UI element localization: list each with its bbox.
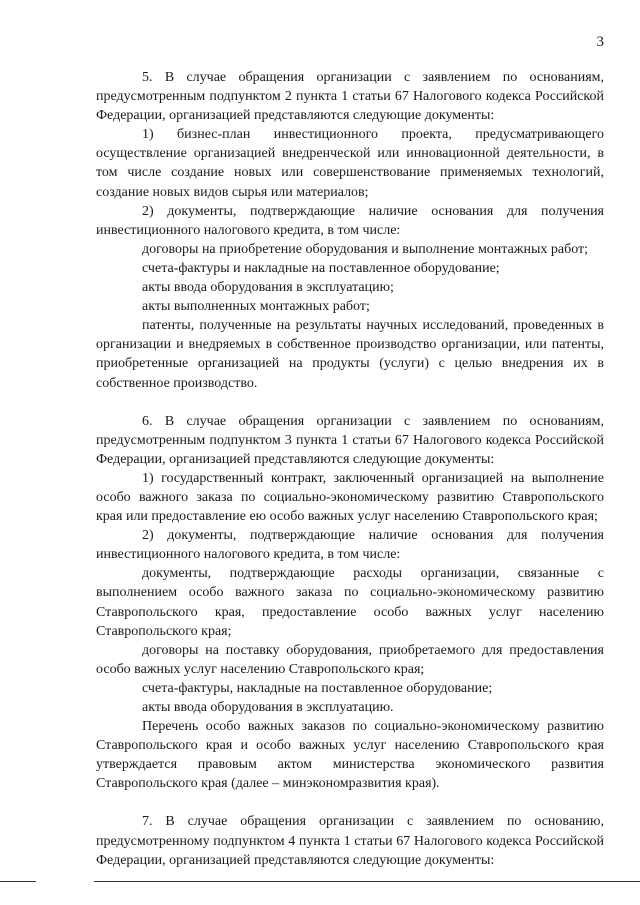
paragraph-5-commissioning-acts: акты ввода оборудования в эксплуатацию; (142, 280, 394, 296)
paragraph-5-patents: патенты, полученные на результаты научных исследований, проведенных в организации и внедряемых в собственное производство организации, или патенты, приобретенные организацией на продукты (услуги) с целью внедрения их в собственное производство. (96, 318, 604, 391)
paragraph-5-item-2: 2) документы, подтверждающие наличие основания для получения инвестиционного налогового кредита, в том числе: (96, 203, 604, 238)
paragraph-7: 7. В случае обращения организации с заявлением по основанию, предусмотренному подпунктом 4 пункта 1 статьи 67 Налогового кодекса Российской Федерации, организацией представляются следующие документы: (96, 814, 604, 868)
paragraph-6-expense-documents: документы, подтверждающие расходы организации, связанные с выполнением особо важного заказа по социально-экономическому развитию Ставропольского края, предоставление особо важных услуг населению Ставропольского края; (96, 566, 604, 639)
footer-rule-right (94, 881, 640, 882)
document-body (96, 68, 604, 870)
paragraph-6-item-1: 1) государственный контракт, заключенный организацией на выполнение особо важного заказа по социально-экономическому развитию Ставропольского края или предоставление ею особо важных услуг населению Ставропольского края; (96, 470, 604, 525)
paragraph-5-invoices: счета-фактуры и накладные на поставленное оборудование; (142, 260, 500, 276)
paragraph-6-supply-contracts: договоры на поставку оборудования, приобретаемого для предоставления особо важных услуг населению Ставропольского края; (96, 642, 604, 677)
paragraph-5-contracts: договоры на приобретение оборудования и выполнение монтажных работ; (142, 241, 589, 257)
paragraph-5-item-1: 1) бизнес-план инвестиционного проекта, предусматривающего осуществление организацией внедренческой или инновационной деятельности, в том числе создание новых или совершенствование применяемых технологий, создание новых видов сырья или материалов; (96, 127, 604, 200)
paragraph-6-item-2: 2) документы, подтверждающие наличие основания для получения инвестиционного налогового кредита, в том числе: (96, 528, 604, 563)
footer-rule-left (0, 881, 36, 882)
paragraph-6-invoices: счета-фактуры, накладные на поставленное оборудование; (142, 680, 493, 696)
paragraph-6: 6. В случае обращения организации с заявлением по основаниям, предусмотренным подпунктом 3 пункта 1 статьи 67 Налогового кодекса Российской Федерации, организацией представляются следующие документы: (96, 413, 604, 467)
paragraph-5: 5. В случае обращения организации с заявлением по основаниям, предусмотренным подпунктом 2 пункта 1 статьи 67 Налогового кодекса Российской Федерации, организацией представляются следующие документы: (96, 70, 604, 124)
paragraph-5-installation-acts: акты выполненных монтажных работ; (142, 299, 370, 315)
paragraph-6-commissioning-acts: акты ввода оборудования в эксплуатацию. (142, 700, 394, 715)
paragraph-6-orders-list: Перечень особо важных заказов по социально-экономическому развитию Ставропольского края и особо важных услуг населению Ставропольского края утверждается правовым актом министерства экономического развития Ставропольского края (далее – минэкономразвития края). (96, 719, 604, 792)
page-number: 3 (596, 34, 604, 50)
